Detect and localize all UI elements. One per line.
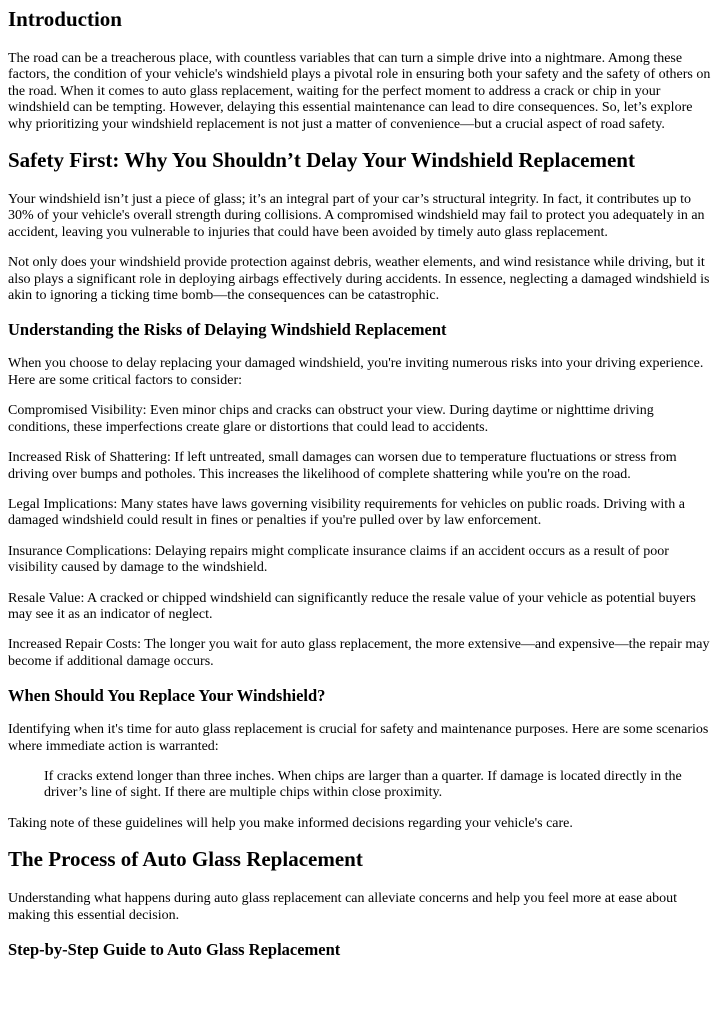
risk-shattering: Increased Risk of Shattering: If left untreated, small damages can worsen due to temperature fluctuations or stress from driving over bumps and potholes. This increases the likelihood of complete shattering while you're on the road. xyxy=(8,450,677,482)
when-closing-paragraph: Taking note of these guidelines will help you make informed decisions regarding your vehicle's care. xyxy=(8,815,573,831)
heading-when-replace: When Should You Replace Your Windshield? xyxy=(8,686,326,706)
risk-repair-costs: Increased Repair Costs: The longer you wait for auto glass replacement, the more extensive—and expensive—the repair may become if additional damage occurs. xyxy=(8,637,710,669)
intro-paragraph: The road can be a treacherous place, with countless variables that can turn a simple drive into a nightmare. Among these factors, the condition of your vehicle's windshield plays a pivotal role in ensuring both your safety and the safety of others on the road. When it comes to auto glass replacement, waiting for the perfect moment to address a crack or chip in your windshield can be tempting. However, delaying this essential maintenance can lead to dire consequences. So, let’s explore why prioritizing your windshield replacement is not just a matter of convenience—but a crucial aspect of road safety. xyxy=(8,51,711,132)
risks-intro-paragraph: When you choose to delay replacing your damaged windshield, you're inviting numerous risks into your driving experience. Here are some critical factors to consider: xyxy=(8,356,704,388)
when-intro-paragraph: Identifying when it's time for auto glass replacement is crucial for safety and maintenance purposes. Here are some scenarios where immediate action is warranted: xyxy=(8,722,709,754)
risk-compromised-visibility: Compromised Visibility: Even minor chips and cracks can obstruct your view. During daytime or nighttime driving conditions, these imperfections create glare or distortions that could lead to accidents. xyxy=(8,403,654,435)
article xyxy=(0,6,720,960)
heading-introduction: Introduction xyxy=(8,7,122,31)
heading-safety-first: Safety First: Why You Shouldn’t Delay Your Windshield Replacement xyxy=(8,148,635,173)
safety-paragraph-2: Not only does your windshield provide protection against debris, weather elements, and wind resistance while driving, but it also plays a significant role in deploying airbags effectively during accidents. In essence, neglecting a damaged windshield is akin to ignoring a ticking time bomb—the consequences can be catastrophic. xyxy=(8,255,710,304)
risk-resale-value: Resale Value: A cracked or chipped windshield can significantly reduce the resale value of your vehicle as potential buyers may see it as an indicator of neglect. xyxy=(8,590,696,622)
risk-legal-implications: Legal Implications: Many states have laws governing visibility requirements for vehicles on public roads. Driving with a damaged windshield could result in fines or penalties if you're pulled over by law enforcement. xyxy=(8,496,685,529)
risk-insurance-complications: Insurance Complications: Delaying repairs might complicate insurance claims if an accident occurs as a result of poor visibility caused by damage to the windshield. xyxy=(8,543,669,576)
process-paragraph: Understanding what happens during auto glass replacement can alleviate concerns and help you feel more at ease about making this essential decision. xyxy=(8,891,678,923)
heading-process: The Process of Auto Glass Replacement xyxy=(8,847,363,872)
safety-paragraph-1: Your windshield isn’t just a piece of glass; it’s an integral part of your car’s structural integrity. In fact, it contributes up to 30% of your vehicle's overall strength during collisions. A compromised windshield may fail to protect you adequately in an accident, leaving you vulnerable to injuries that could have been avoided by timely auto glass replacement. xyxy=(8,192,705,240)
replacement-scenarios-quote: If cracks extend longer than three inches. When chips are larger than a quarter. If damage is located directly in the driver’s line of sight. If there are multiple chips within close proximity. xyxy=(44,768,682,801)
heading-step-by-step-guide: Step-by-Step Guide to Auto Glass Replacement xyxy=(8,940,341,959)
heading-understanding-risks: Understanding the Risks of Delaying Windshield Replacement xyxy=(8,320,447,340)
